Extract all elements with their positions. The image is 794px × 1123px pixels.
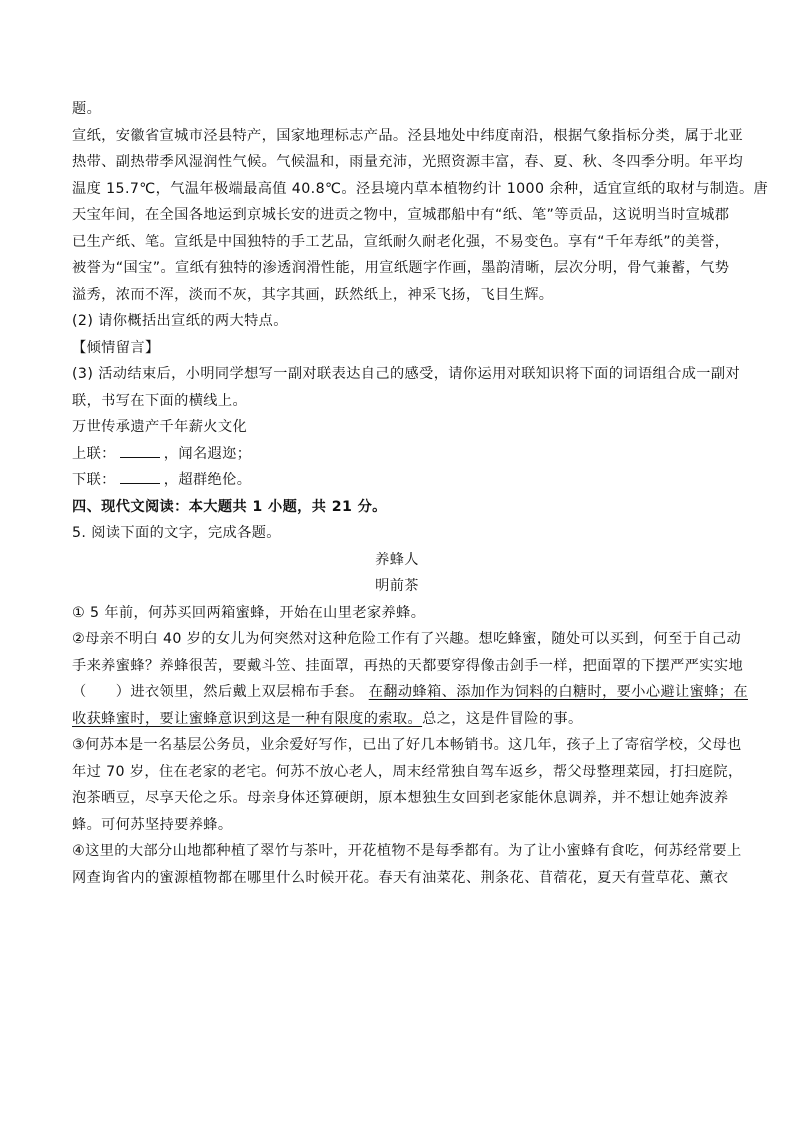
- word-list: 万世传承遗产千年薪火文化: [72, 419, 248, 435]
- underlined-sentence: 在翻动蜂箱、添加作为饲料的白糖时，要小心避让蜜蜂；在: [368, 684, 748, 700]
- paragraph-3-line: 蜂。可何苏坚持要养蜂。: [72, 816, 233, 833]
- text-line: 天宝年间，在全国各地运到京城长安的进贡之物中，宣城郡船中有“纸、笔”等贡品，这说明当时宣城郡: [72, 207, 730, 223]
- paragraph-4-line: 网查询省内的蜜源植物都在哪里什么时候开花。春天有油菜花、荆条花、苜蓿花，夏天有萱草花、薰衣: [72, 869, 729, 886]
- paragraph-2-line: [72, 706, 722, 733]
- paragraph-3-line: ③何苏本是一名基层公务员，业余爱好写作，已出了好几本畅销书。这几年，孩子上了寄宿学校，父母也: [72, 737, 742, 753]
- document-page: [72, 96, 769, 891]
- couplet-first-line: [72, 441, 722, 468]
- paragraph-4-line: ④这里的大部分山地都种植了翠竹与茶叶，开花植物不是每季都有。为了让小蜜蜂有食吃，何苏经常要上: [72, 843, 742, 859]
- paragraph-2-line: [72, 679, 748, 706]
- couplet-second-line: [72, 467, 722, 494]
- article-author: 明前茶: [375, 578, 419, 594]
- text-line: 被誉为“国宝”。宣纸有独特的渗透润滑性能，用宣纸题字作画，墨韵清晰，层次分明，骨气兼蓄，气势: [72, 260, 730, 276]
- text-line: 宣纸，安徽省宣城市泾县特产，国家地理标志产品。泾县地处中纬度南沿，根据气象指标分类，属于北亚: [72, 127, 744, 144]
- paragraph-text: 总之，这是件冒险的事。: [422, 710, 583, 727]
- text-line: 联，书写在下面的横线上。: [72, 392, 248, 409]
- text-line: 温度 15.7℃，气温年极端最高值 40.8℃。泾县境内草本植物约计 1000 余种，适宜宣纸的取材与制造。唐: [72, 180, 769, 197]
- article-title: 养蜂人: [375, 551, 419, 568]
- couplet-text: ，超群绝伦。: [163, 472, 252, 488]
- answer-blank[interactable]: [120, 443, 160, 458]
- paragraph-2-line: 手来养蜜蜂？养蜂很苦，要戴斗笠、挂面罩，再热的天都要穿得像击剑手一样，把面罩的下摆严严实实地: [72, 657, 744, 674]
- section-heading: 【倾情留言】: [72, 339, 160, 356]
- text-line: 已生产纸、笔。宣纸是中国独特的手工艺品，宣纸耐久耐老化强，不易变色。享有“千年寿纸”的美誉，: [72, 233, 730, 250]
- text-line: 热带、副热带季风湿润性气候。气候温和，雨量充沛，光照资源丰富，春、夏、秋、冬四季分明。年平均: [72, 154, 744, 170]
- text-line: 题。: [72, 101, 102, 117]
- text-line: 溢秀，浓而不浑，淡而不灰，其字其画，跃然纸上，神采飞扬，飞目生辉。: [72, 286, 554, 303]
- section-title: 四、现代文阅读：本大题共 1 小题，共 21 分。: [72, 498, 387, 515]
- question-2: (2) 请你概括出宣纸的两大特点。: [72, 313, 288, 329]
- paragraph-text: （ ）进衣领里，然后戴上双层棉布手套。: [72, 684, 364, 700]
- underlined-sentence: 收获蜂蜜时，要让蜜蜂意识到这是一种有限度的索取。: [72, 710, 423, 727]
- couplet-text: ，闻名遐迩；: [163, 445, 252, 462]
- couplet-label: 下联：: [72, 472, 116, 488]
- paragraph-2-line: ②母亲不明白 40 岁的女儿为何突然对这种危险工作有了兴趣。想吃蜂蜜，随处可以买到，何至于自己动: [72, 631, 742, 647]
- paragraph-1: ① 5 年前，何苏买回两箱蜜蜂，开始在山里老家养蜂。: [72, 604, 426, 621]
- paragraph-3-line: 年过 70 岁，住在老家的老宅。何苏不放心老人，周末经常独自驾车返乡，帮父母整理菜园，打扫庭院，: [72, 763, 743, 780]
- answer-blank[interactable]: [120, 469, 160, 484]
- question-5: 5. 阅读下面的文字，完成各题。: [72, 525, 281, 541]
- couplet-label: 上联：: [72, 445, 116, 462]
- question-3: (3) 活动结束后，小明同学想写一副对联表达自己的感受，请你运用对联知识将下面的词语组合成一副对: [72, 366, 741, 382]
- paragraph-3-line: 泡茶晒豆，尽享天伦之乐。母亲身体还算硬朗，原本想独生女回到老家能休息调养，并不想让她奔波养: [72, 790, 729, 806]
